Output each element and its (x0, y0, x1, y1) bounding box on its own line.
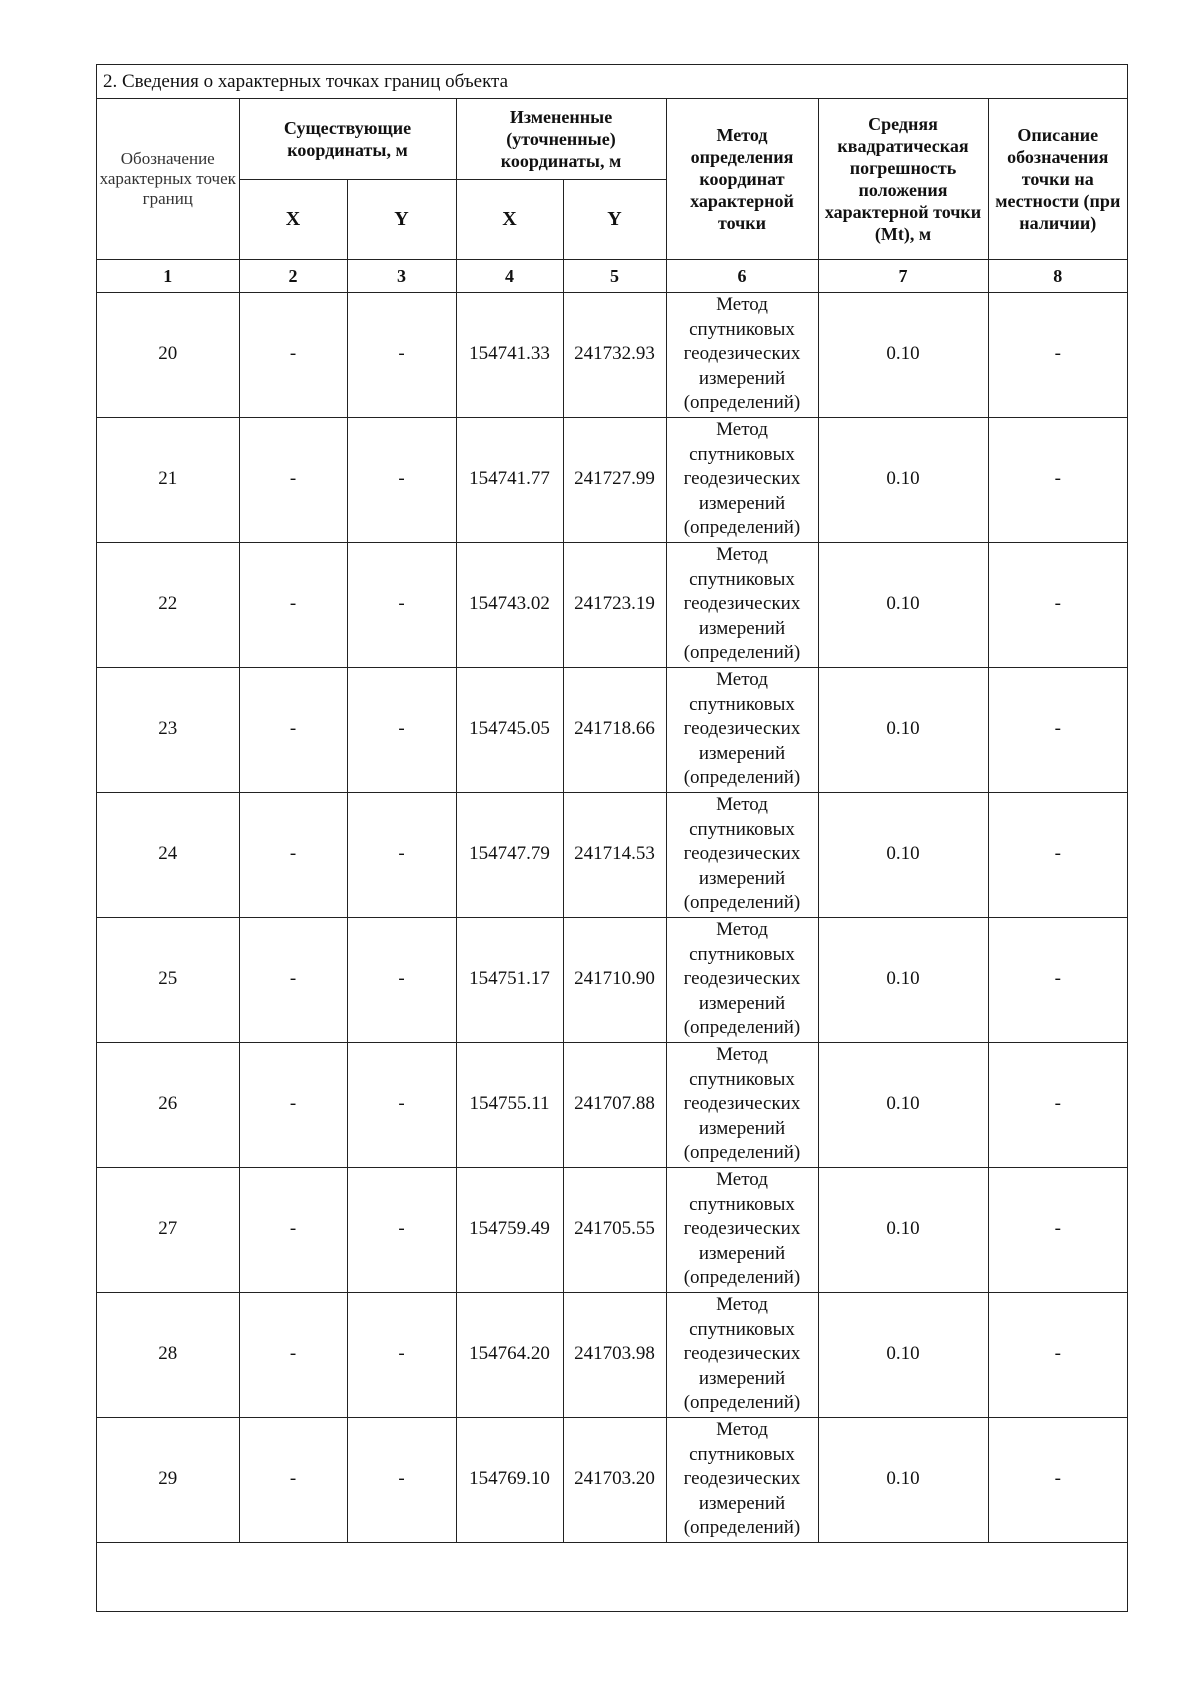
changed-y-value: 241703.98 (563, 1292, 666, 1417)
accuracy-value: 0.10 (818, 1042, 988, 1167)
table-row (97, 1417, 1127, 1542)
column-number: 1 (97, 259, 239, 292)
accuracy-value: 0.10 (818, 542, 988, 667)
existing-x-value: - (239, 792, 347, 917)
header-changed-y: Y (563, 179, 666, 259)
changed-x-value: 154743.02 (456, 542, 563, 667)
header-changed-coords: Измененные (уточненные) координаты, м (456, 99, 666, 179)
description-value: - (988, 1417, 1127, 1542)
accuracy-value: 0.10 (818, 667, 988, 792)
existing-x-value: - (239, 1417, 347, 1542)
changed-y-value: 241705.55 (563, 1167, 666, 1292)
column-number: 7 (818, 259, 988, 292)
header-changed-x: X (456, 179, 563, 259)
table-row (97, 542, 1127, 667)
existing-y-value: - (347, 667, 456, 792)
table-row (97, 667, 1127, 792)
description-value: - (988, 417, 1127, 542)
point-number: 26 (97, 1042, 239, 1167)
method-value: Метод спутниковых геодезических измерений (определений) (666, 917, 818, 1042)
column-number: 2 (239, 259, 347, 292)
existing-x-value: - (239, 1167, 347, 1292)
changed-x-value: 154769.10 (456, 1417, 563, 1542)
changed-x-value: 154759.49 (456, 1167, 563, 1292)
column-number: 4 (456, 259, 563, 292)
description-value: - (988, 667, 1127, 792)
changed-x-value: 154747.79 (456, 792, 563, 917)
table-row (97, 917, 1127, 1042)
changed-y-value: 241707.88 (563, 1042, 666, 1167)
existing-y-value: - (347, 292, 456, 417)
header-existing-coords: Существующие координаты, м (239, 99, 456, 179)
header-method: Метод определения координат характерной точки (666, 99, 818, 259)
empty-bottom-area (97, 1543, 1127, 1611)
column-number: 6 (666, 259, 818, 292)
table-row (97, 1042, 1127, 1167)
document-frame (96, 64, 1128, 1612)
method-value: Метод спутниковых геодезических измерений (определений) (666, 292, 818, 417)
description-value: - (988, 542, 1127, 667)
description-value: - (988, 1042, 1127, 1167)
point-number: 27 (97, 1167, 239, 1292)
column-number: 3 (347, 259, 456, 292)
existing-y-value: - (347, 1292, 456, 1417)
method-value: Метод спутниковых геодезических измерений (определений) (666, 1417, 818, 1542)
method-value: Метод спутниковых геодезических измерений (определений) (666, 1167, 818, 1292)
changed-y-value: 241703.20 (563, 1417, 666, 1542)
existing-y-value: - (347, 792, 456, 917)
header-existing-x: X (239, 179, 347, 259)
accuracy-value: 0.10 (818, 917, 988, 1042)
existing-y-value: - (347, 1167, 456, 1292)
changed-y-value: 241723.19 (563, 542, 666, 667)
changed-y-value: 241710.90 (563, 917, 666, 1042)
point-number: 29 (97, 1417, 239, 1542)
section-title: 2. Сведения о характерных точках границ объекта (97, 65, 1127, 99)
column-number: 8 (988, 259, 1127, 292)
existing-x-value: - (239, 667, 347, 792)
description-value: - (988, 792, 1127, 917)
table-row (97, 792, 1127, 917)
point-number: 24 (97, 792, 239, 917)
changed-x-value: 154745.05 (456, 667, 563, 792)
existing-x-value: - (239, 1292, 347, 1417)
header-existing-y: Y (347, 179, 456, 259)
point-number: 20 (97, 292, 239, 417)
header-accuracy: Средняя квадратическая погрешность положения характерной точки (Mt), м (818, 99, 988, 259)
table-row (97, 1292, 1127, 1417)
existing-y-value: - (347, 542, 456, 667)
accuracy-value: 0.10 (818, 1292, 988, 1417)
changed-y-value: 241732.93 (563, 292, 666, 417)
table-row (97, 417, 1127, 542)
description-value: - (988, 1292, 1127, 1417)
boundary-points-table (97, 99, 1127, 1543)
changed-x-value: 154751.17 (456, 917, 563, 1042)
column-number: 5 (563, 259, 666, 292)
existing-x-value: - (239, 917, 347, 1042)
method-value: Метод спутниковых геодезических измерений (определений) (666, 1292, 818, 1417)
existing-y-value: - (347, 917, 456, 1042)
existing-x-value: - (239, 542, 347, 667)
header-description: Описание обозначения точки на местности (при наличии) (988, 99, 1127, 259)
point-number: 25 (97, 917, 239, 1042)
method-value: Метод спутниковых геодезических измерений (определений) (666, 792, 818, 917)
existing-x-value: - (239, 292, 347, 417)
point-number: 22 (97, 542, 239, 667)
changed-x-value: 154741.33 (456, 292, 563, 417)
point-number: 28 (97, 1292, 239, 1417)
method-value: Метод спутниковых геодезических измерений (определений) (666, 417, 818, 542)
changed-y-value: 241714.53 (563, 792, 666, 917)
accuracy-value: 0.10 (818, 792, 988, 917)
changed-x-value: 154755.11 (456, 1042, 563, 1167)
existing-x-value: - (239, 417, 347, 542)
accuracy-value: 0.10 (818, 1417, 988, 1542)
point-number: 21 (97, 417, 239, 542)
description-value: - (988, 917, 1127, 1042)
existing-x-value: - (239, 1042, 347, 1167)
header-point-designation: Обозначение характерных точек границ (97, 99, 239, 259)
point-number: 23 (97, 667, 239, 792)
table-row (97, 292, 1127, 417)
method-value: Метод спутниковых геодезических измерений (определений) (666, 1042, 818, 1167)
description-value: - (988, 1167, 1127, 1292)
accuracy-value: 0.10 (818, 417, 988, 542)
changed-x-value: 154741.77 (456, 417, 563, 542)
existing-y-value: - (347, 1417, 456, 1542)
table-row (97, 1167, 1127, 1292)
existing-y-value: - (347, 1042, 456, 1167)
changed-y-value: 241727.99 (563, 417, 666, 542)
accuracy-value: 0.10 (818, 1167, 988, 1292)
method-value: Метод спутниковых геодезических измерений (определений) (666, 542, 818, 667)
existing-y-value: - (347, 417, 456, 542)
method-value: Метод спутниковых геодезических измерений (определений) (666, 667, 818, 792)
changed-x-value: 154764.20 (456, 1292, 563, 1417)
changed-y-value: 241718.66 (563, 667, 666, 792)
description-value: - (988, 292, 1127, 417)
accuracy-value: 0.10 (818, 292, 988, 417)
